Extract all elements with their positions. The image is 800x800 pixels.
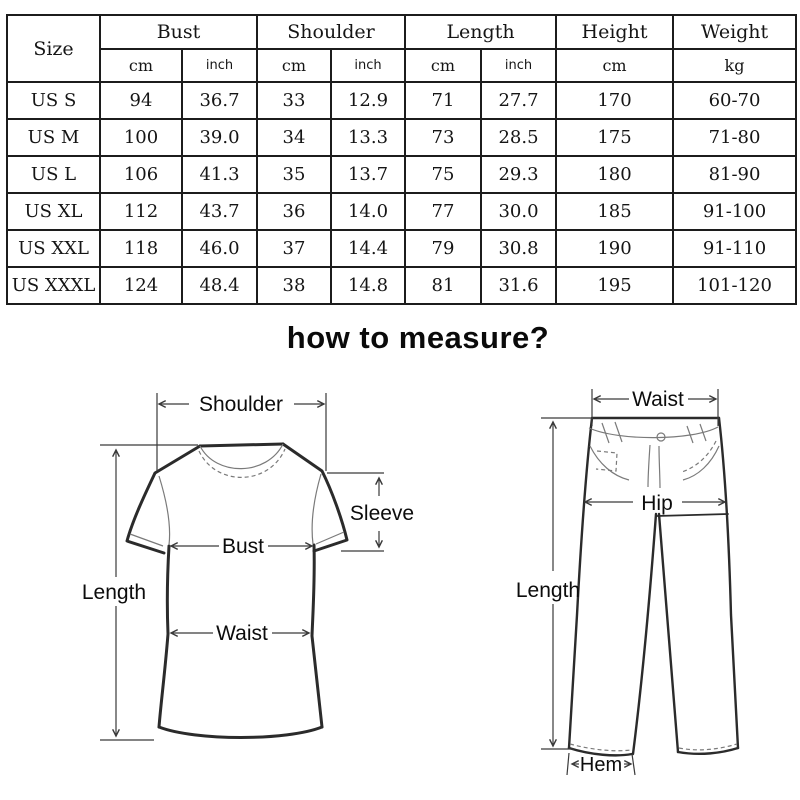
right-pocket-curve <box>683 446 719 480</box>
shirt-outline <box>127 444 347 738</box>
cell-shoulder-inch: 12.9 <box>331 82 405 119</box>
cell-shoulder-cm: 36 <box>257 193 331 230</box>
cell-shoulder-inch: 14.8 <box>331 267 405 304</box>
shirt-waist-label: Waist <box>216 622 268 645</box>
right-hem-stitch <box>679 744 737 750</box>
unit-length-cm: cm <box>405 49 481 82</box>
shirt-seams <box>130 444 344 546</box>
size-table <box>6 14 797 305</box>
col-header-bust: Bust <box>100 15 257 49</box>
cell-shoulder-cm: 34 <box>257 119 331 156</box>
shirt-bust-label: Bust <box>221 535 265 558</box>
right-sleeve-seam <box>312 474 321 544</box>
cell-length-inch: 29.3 <box>481 156 556 193</box>
cell-shoulder-cm: 37 <box>257 230 331 267</box>
cell-bust-inch: 46.0 <box>182 230 257 267</box>
cell-shoulder-cm: 38 <box>257 267 331 304</box>
cell-bust-cm: 118 <box>100 230 182 267</box>
table-row <box>7 230 796 267</box>
cell-bust-cm: 100 <box>100 119 182 156</box>
pants-measurement-diagram <box>490 375 800 800</box>
how-to-measure-heading: how to measure? <box>286 320 550 355</box>
pants-outline <box>569 418 738 755</box>
pants-left-inner-leg <box>633 514 656 754</box>
fly-line <box>659 446 660 488</box>
hem-tick-left <box>567 753 569 775</box>
table-unit-row <box>7 49 796 82</box>
fly-line <box>648 445 650 487</box>
col-header-shoulder: Shoulder <box>257 15 405 49</box>
cell-length-inch: 30.0 <box>481 193 556 230</box>
pants-right-inner-leg <box>659 514 678 752</box>
right-pocket-stitch <box>682 441 716 472</box>
waistband-bottom <box>589 427 718 438</box>
table-row <box>7 82 796 119</box>
shirt-length-label: Length <box>81 581 147 604</box>
pants-details <box>570 422 737 751</box>
table-row <box>7 267 796 304</box>
cell-length-cm: 79 <box>405 230 481 267</box>
cell-length-cm: 81 <box>405 267 481 304</box>
cell-height-cm: 185 <box>556 193 673 230</box>
unit-height-cm: cm <box>556 49 673 82</box>
cell-size: US XXL <box>7 230 100 267</box>
pants-hem-label: Hem <box>579 754 623 776</box>
cell-height-cm: 195 <box>556 267 673 304</box>
col-header-size: Size <box>7 15 100 82</box>
cell-height-cm: 175 <box>556 119 673 156</box>
cell-bust-inch: 43.7 <box>182 193 257 230</box>
cell-weight-kg: 101-120 <box>673 267 796 304</box>
shirt-neck-top <box>200 444 283 446</box>
unit-length-inch: inch <box>481 49 556 82</box>
unit-shoulder-cm: cm <box>257 49 331 82</box>
cell-length-inch: 30.8 <box>481 230 556 267</box>
cell-bust-inch: 39.0 <box>182 119 257 156</box>
pants-length-label: Length <box>515 579 581 602</box>
cell-weight-kg: 60-70 <box>673 82 796 119</box>
cell-weight-kg: 91-100 <box>673 193 796 230</box>
cell-height-cm: 190 <box>556 230 673 267</box>
shirt-measurement-diagram <box>60 380 420 800</box>
unit-bust-cm: cm <box>100 49 182 82</box>
pants-waist-label: Waist <box>632 388 684 411</box>
belt-loop <box>615 422 622 442</box>
col-header-height: Height <box>556 15 673 49</box>
cell-length-cm: 75 <box>405 156 481 193</box>
shirt-labels <box>82 393 414 645</box>
cell-bust-cm: 124 <box>100 267 182 304</box>
table-header-row <box>7 15 796 49</box>
cell-shoulder-inch: 13.7 <box>331 156 405 193</box>
left-pocket-curve <box>590 446 629 480</box>
cell-length-inch: 27.7 <box>481 82 556 119</box>
cell-length-inch: 28.5 <box>481 119 556 156</box>
cell-length-inch: 31.6 <box>481 267 556 304</box>
cell-shoulder-inch: 14.4 <box>331 230 405 267</box>
table-row <box>7 193 796 230</box>
unit-bust-inch: inch <box>182 49 257 82</box>
unit-weight-kg: kg <box>673 49 796 82</box>
col-header-weight: Weight <box>673 15 796 49</box>
table-row <box>7 119 796 156</box>
cell-size: US M <box>7 119 100 156</box>
cell-shoulder-cm: 35 <box>257 156 331 193</box>
cell-length-cm: 77 <box>405 193 481 230</box>
cell-size: US S <box>7 82 100 119</box>
collar-inner-curve <box>199 449 285 477</box>
cell-shoulder-cm: 33 <box>257 82 331 119</box>
shirt-right-body <box>312 545 322 727</box>
cell-bust-cm: 94 <box>100 82 182 119</box>
collar-outer-curve <box>200 444 283 469</box>
cell-height-cm: 180 <box>556 156 673 193</box>
cell-size: US XXXL <box>7 267 100 304</box>
shirt-shoulder-label: Shoulder <box>198 393 284 416</box>
pants-right-outer-leg <box>719 418 738 748</box>
cell-length-cm: 71 <box>405 82 481 119</box>
left-sleeve-seam <box>159 476 170 545</box>
cell-bust-cm: 106 <box>100 156 182 193</box>
cell-bust-inch: 41.3 <box>182 156 257 193</box>
cell-size: US L <box>7 156 100 193</box>
pants-hip-label: Hip <box>641 492 673 515</box>
hem-tick-right <box>632 754 635 775</box>
cell-weight-kg: 81-90 <box>673 156 796 193</box>
cell-weight-kg: 91-110 <box>673 230 796 267</box>
table-row <box>7 156 796 193</box>
cell-shoulder-inch: 13.3 <box>331 119 405 156</box>
shirt-left-body <box>159 546 169 727</box>
cell-size: US XL <box>7 193 100 230</box>
unit-shoulder-inch: inch <box>331 49 405 82</box>
shirt-sleeve-label: Sleeve <box>349 502 415 525</box>
shirt-hem-curve <box>159 727 322 738</box>
cell-shoulder-inch: 14.0 <box>331 193 405 230</box>
cell-bust-cm: 112 <box>100 193 182 230</box>
cell-length-cm: 73 <box>405 119 481 156</box>
col-header-length: Length <box>405 15 556 49</box>
cell-bust-inch: 36.7 <box>182 82 257 119</box>
cell-weight-kg: 71-80 <box>673 119 796 156</box>
cell-height-cm: 170 <box>556 82 673 119</box>
cell-bust-inch: 48.4 <box>182 267 257 304</box>
